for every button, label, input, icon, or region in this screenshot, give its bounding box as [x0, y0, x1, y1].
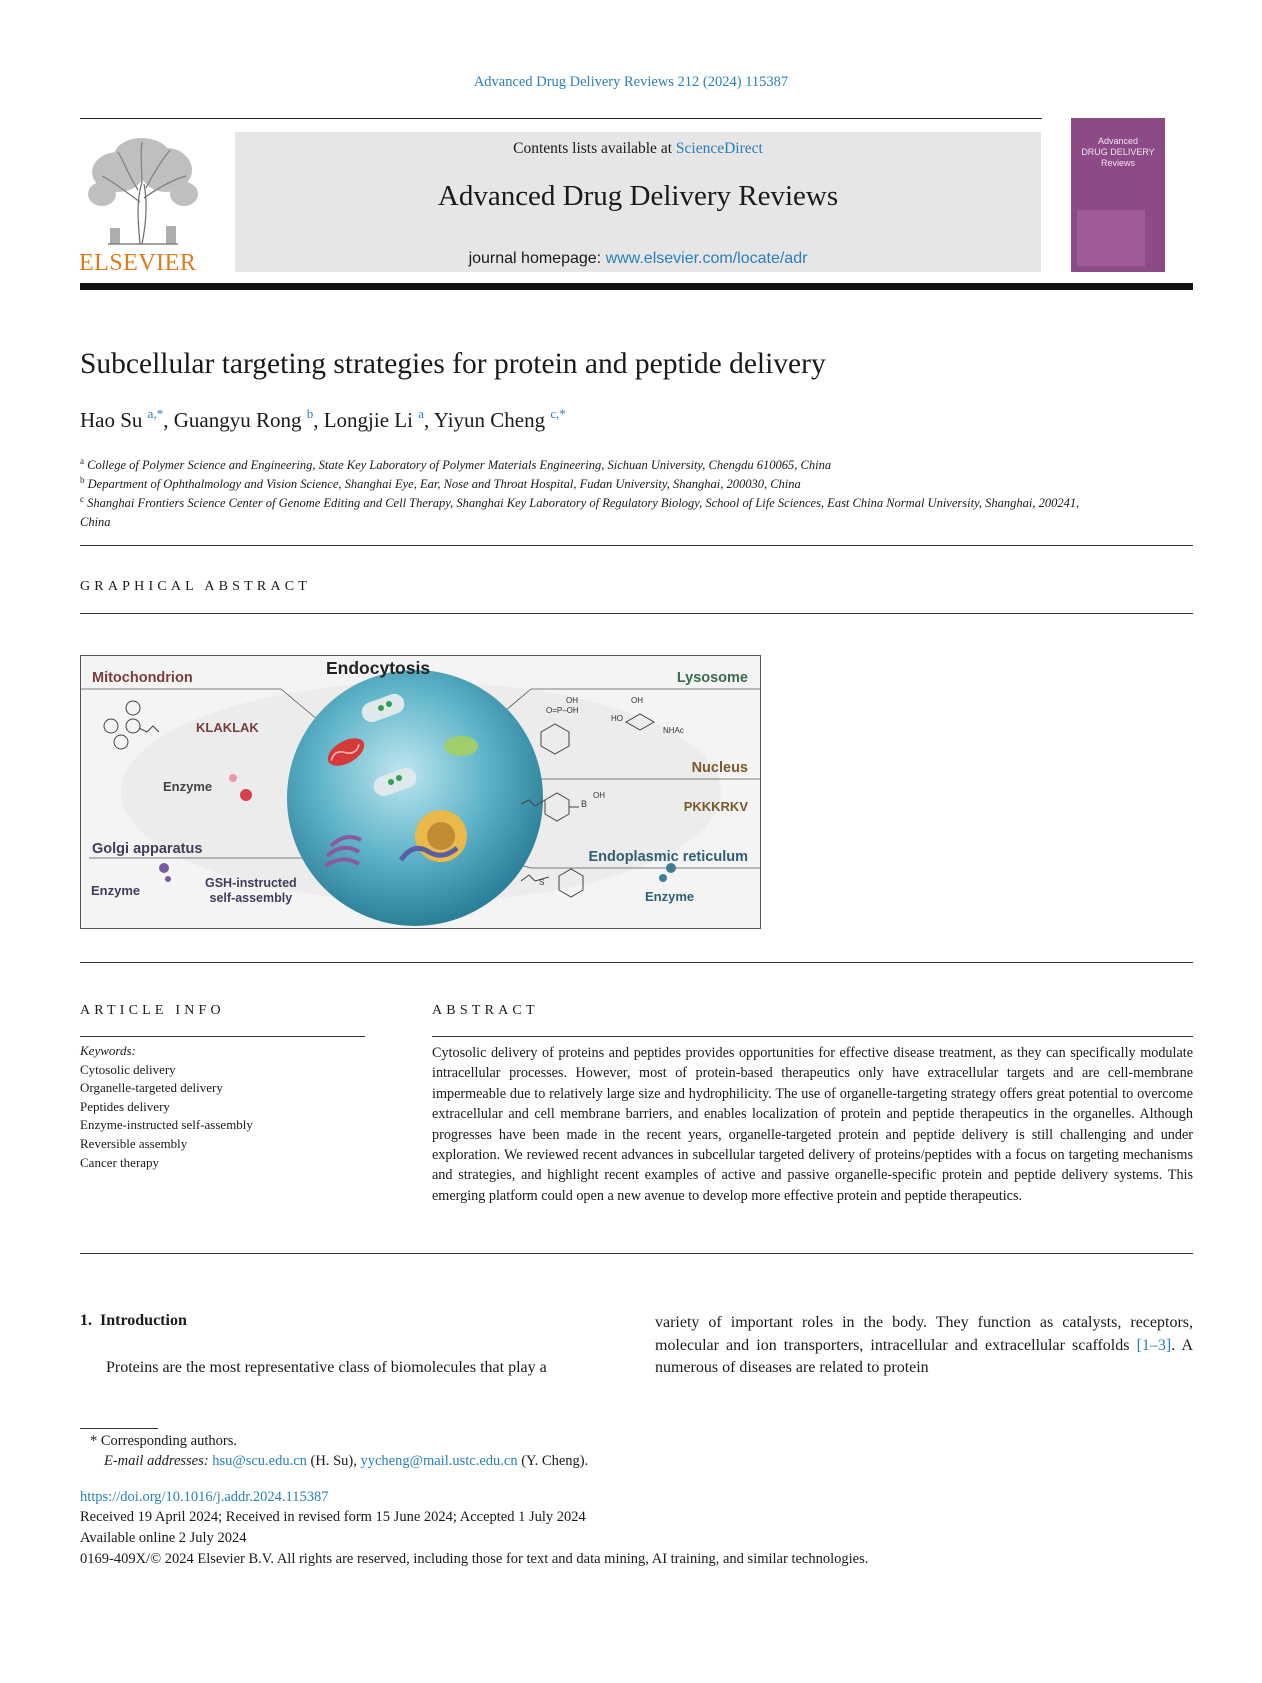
cover-title: Advanced DRUG DELIVERY Reviews: [1081, 136, 1155, 168]
label-enzyme-er: Enzyme: [645, 889, 695, 904]
email-label: E-mail addresses:: [104, 1453, 213, 1469]
copyright: 0169-409X/© 2024 Elsevier B.V. All rights are reserved, including those for text and data mining, AI training, and similar technologies.: [80, 1551, 869, 1567]
available-online: Available online 2 July 2024: [80, 1530, 247, 1546]
affiliation-marker: b: [80, 475, 85, 485]
label-golgi: Golgi apparatus: [92, 841, 203, 857]
author-separator: ,: [423, 408, 434, 432]
affiliation-c: [80, 490, 1080, 531]
article-title: Subcellular targeting strategies for protein and peptide delivery: [80, 348, 826, 380]
keyword-item: Reversible assembly: [80, 1135, 188, 1151]
keywords-block: [80, 1042, 253, 1172]
chem-ho: HO: [611, 714, 623, 723]
article-info-heading: ARTICLE INFO: [80, 1003, 225, 1018]
intro-paragraph-left: Proteins are the most representative class of biomolecules that play a: [106, 1359, 547, 1376]
homepage-line: [235, 250, 1041, 268]
received-dates: Received 19 April 2024; Received in revised form 15 June 2024; Accepted 1 July 2024: [80, 1509, 586, 1525]
homepage-prefix: journal homepage:: [468, 250, 606, 267]
divider: [80, 613, 1193, 614]
label-nucleus: Nucleus: [691, 760, 748, 776]
chem-oh: OH: [631, 696, 643, 705]
lysosome-shape: [444, 736, 478, 756]
email-owner: (H. Su),: [306, 1453, 361, 1469]
citation-link[interactable]: [1–3]: [1136, 1336, 1172, 1354]
homepage-link[interactable]: www.elsevier.com/locate/adr: [605, 250, 808, 267]
author-affiliation-marker[interactable]: b: [306, 406, 314, 421]
email-line: [104, 1451, 588, 1471]
keyword-item: Cytosolic delivery: [80, 1061, 176, 1077]
abstract-text: Cytosolic delivery of proteins and peptides provides opportunities for effective disease treatment, as they can specifically modulate intracellular processes. However, most of protein-based therapeutics only have extracellular targets and are cell-membrane impermeable due to relatively large size and hydrophilicity. The use of organelle-targeting strategy offers great potential to overcome extracellular and cell membrane barriers, and enables localization of protein and peptide therapeutics in the organelles. Although progresses have been made in the recent years, organelle-targeted protein and peptide delivery is still challenging and under exploration. We reviewed recent advances in subcellular targeted delivery of proteins/peptides with a focus on targeting mechanisms and strategies, and highlight recent examples of active and passive organelle-specific protein and peptide delivery systems. This emerging platform could open a new avenue to develop more effective protein and peptide therapeutics.: [432, 1045, 1193, 1204]
author-name[interactable]: Guangyu Rong: [173, 408, 307, 432]
section-heading: 1. Introduction: [80, 1312, 187, 1329]
elsevier-wordmark: ELSEVIER: [79, 250, 197, 274]
keywords-list: [80, 1061, 253, 1173]
author-affiliation-marker[interactable]: c,*: [550, 406, 566, 421]
author-separator: ,: [313, 408, 324, 432]
chem-boron: B: [581, 799, 588, 809]
author-name[interactable]: Hao Su: [80, 408, 148, 432]
author-separator: ,: [163, 408, 174, 432]
elsevier-tree-icon: [78, 132, 208, 274]
divider: [432, 1036, 1193, 1037]
keyword-item: Cancer therapy: [80, 1154, 160, 1170]
divider: [80, 962, 1193, 963]
divider: [80, 545, 1193, 546]
elsevier-logo: [78, 132, 208, 274]
author-name[interactable]: Longjie Li: [323, 408, 419, 432]
cover-panel: [1077, 210, 1145, 266]
chem-sulfur: S: [539, 878, 545, 887]
author-list: [80, 406, 566, 433]
affiliation-marker: a: [80, 456, 84, 466]
cell-body: [287, 670, 543, 926]
paragraph-text: . A numerous of diseases are related to protein: [655, 1336, 1193, 1377]
keyword-item: Organelle-targeted delivery: [80, 1080, 223, 1096]
journal-banner: [235, 132, 1041, 272]
journal-title: Advanced Drug Delivery Reviews: [437, 180, 839, 212]
footnote-rule: [80, 1428, 158, 1429]
sciencedirect-link[interactable]: ScienceDirect: [675, 140, 763, 157]
label-pkkkrkv: PKKKRKV: [683, 799, 748, 814]
keywords-label: Keywords:: [80, 1043, 136, 1058]
keyword-item: Peptides delivery: [80, 1098, 170, 1114]
label-enzyme-golgi: Enzyme: [91, 883, 141, 898]
label-lysosome: Lysosome: [676, 670, 748, 686]
graphical-abstract-figure: [80, 655, 761, 929]
author-affiliation-marker[interactable]: a: [418, 406, 424, 421]
header-thick-rule: [80, 283, 1193, 290]
journal-cover[interactable]: [1071, 118, 1165, 272]
email-link-su[interactable]: hsu@scu.edu.cn: [212, 1453, 307, 1469]
intro-paragraph-right: [655, 1312, 1193, 1380]
affiliation-text: College of Polymer Science and Engineering, State Key Laboratory of Polymer Materials Engineering, Sichuan University, Chengdu 610065, China: [87, 458, 832, 473]
affiliation-marker: c: [80, 494, 84, 504]
header-divider: [80, 118, 1042, 119]
label-gsh-assembly: GSH-instructed self-assembly: [205, 876, 297, 905]
divider: [80, 1036, 365, 1037]
doi-link[interactable]: https://doi.org/10.1016/j.addr.2024.115387: [80, 1489, 329, 1505]
label-klaklak: KLAKLAK: [196, 720, 259, 735]
contents-prefix: Contents lists available at: [513, 140, 676, 157]
keyword-item: Enzyme-instructed self-assembly: [80, 1117, 253, 1133]
chem-oh: OH: [566, 696, 578, 705]
label-er: Endoplasmic reticulum: [588, 849, 748, 865]
chem-phosphate: O=P–OH: [546, 706, 579, 715]
graphical-abstract-heading: GRAPHICAL ABSTRACT: [80, 579, 312, 594]
contents-line: [235, 140, 1041, 158]
label-endocytosis: Endocytosis: [326, 658, 431, 678]
paragraph-text: variety of important roles in the body. They function as catalysts, receptors, molecular and ion transporters, intracellular and extracellular scaffolds: [655, 1314, 1193, 1354]
chem-oh: OH: [593, 791, 605, 800]
affiliation-text: Shanghai Frontiers Science Center of Genome Editing and Cell Therapy, Shanghai Key Laboratory of Regulatory Biology, School of Life Sciences, East China Normal University, Shanghai, 200241, China: [80, 496, 1080, 529]
divider: [80, 1253, 1193, 1254]
corresponding-note: * Corresponding authors.: [90, 1433, 237, 1449]
chem-nhac: NHAc: [663, 726, 684, 735]
abstract-heading: ABSTRACT: [432, 1003, 539, 1018]
author-affiliation-marker[interactable]: a,*: [147, 406, 164, 421]
email-owner: (Y. Cheng).: [517, 1453, 589, 1469]
author-name[interactable]: Yiyun Cheng: [433, 408, 551, 432]
email-link-cheng[interactable]: yycheng@mail.ustc.edu.cn: [360, 1453, 518, 1469]
affiliation-text: Department of Ophthalmology and Vision Science, Shanghai Eye, Ear, Nose and Throat Hospital, Fudan University, Shanghai, 200030, China: [87, 477, 801, 492]
journal-reference[interactable]: Advanced Drug Delivery Reviews 212 (2024) 115387: [473, 74, 789, 90]
label-enzyme-mito: Enzyme: [163, 779, 213, 794]
label-mitochondrion: Mitochondrion: [92, 670, 193, 686]
